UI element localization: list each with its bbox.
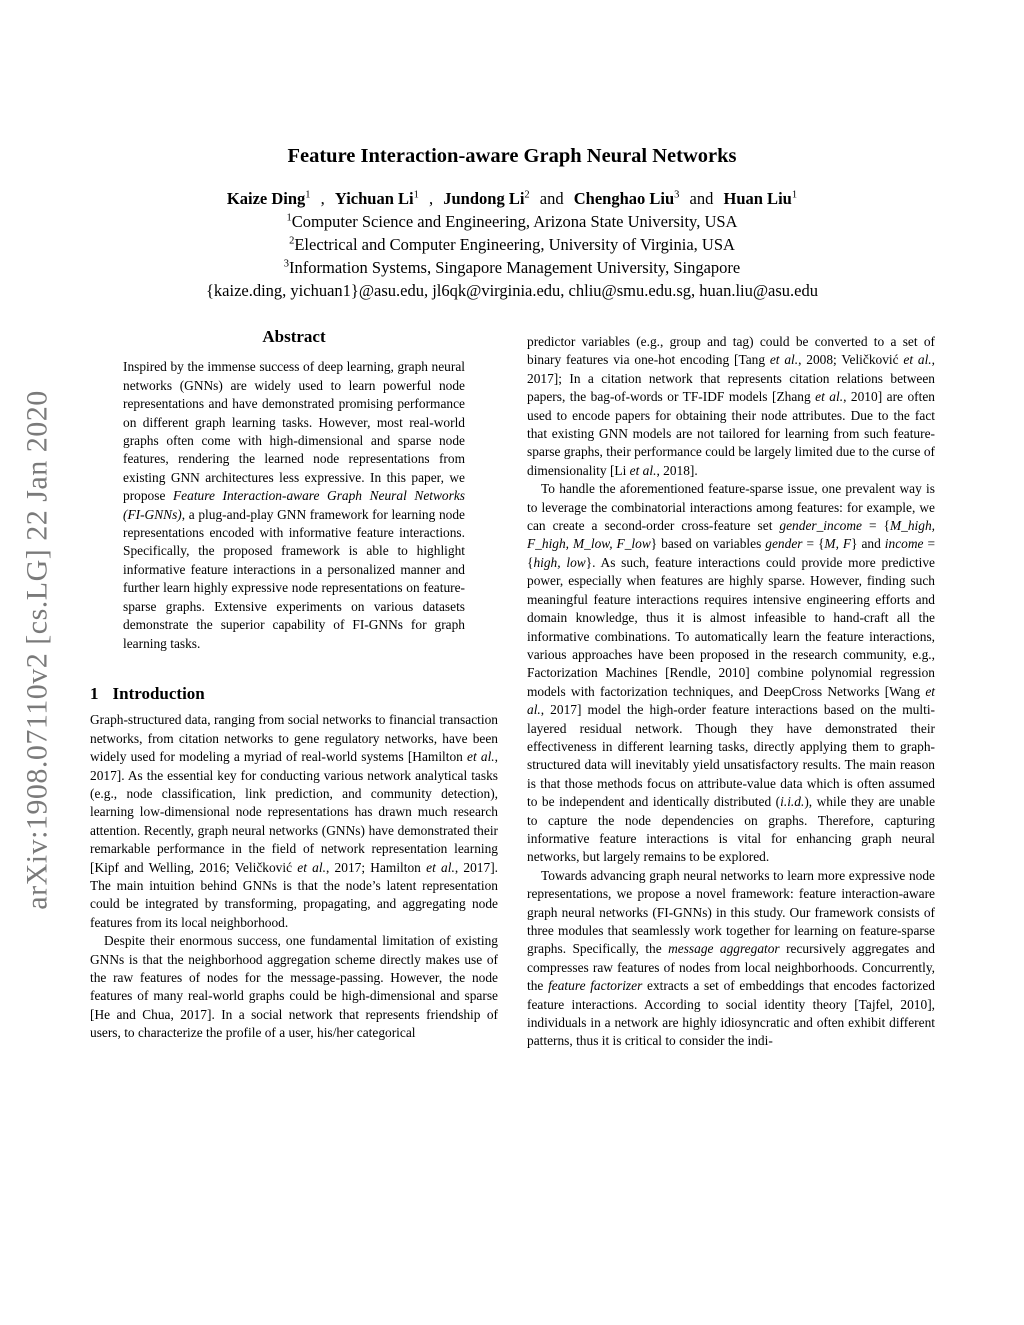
author-sup: 3 — [674, 189, 680, 201]
author-sup: 2 — [524, 189, 530, 201]
left-column — [90, 328, 498, 1043]
paper-title: Feature Interaction-aware Graph Neural Networks — [287, 145, 737, 167]
arxiv-identifier-text: arXiv:1908.07110v2 [cs.LG] 22 Jan 2020 — [21, 390, 55, 910]
body-paragraph: predictor variables (e.g., group and tag) could be converted to a set of binary features via one-hot encoding [Tang et al., 2008; Veličković et al., 2017]; In a citation network that represents citation relations between papers, the bag-of-words or TF-IDF models [Zhang et al., 2010] are often used to encode papers for obtaining their node attributes. Due to the fact that existing GNN models are not tailored for learning from such feature-sparse graphs, their performance could be largely limited due to the curse of dimensionality [Li et al., 2018]. — [527, 334, 936, 478]
body-paragraph: Towards advancing graph neural networks to learn more expressive node representations, we propose a novel framework: feature interaction-aware graph neural networks (FI-GNNs) in this study. Our framework consists of three modules that seamlessly work together for learning on feature-sparse graphs. Specifically, the message aggregator recursively aggregates and compresses raw features of nodes from local neighborhoods. Concurrently, the feature factorizer extracts a set of embeddings that encodes factorized feature interactions. According to social identity theory [Tajfel, 2010], individuals in a network are highly idiosyncratic and often exhibit different patterns, thus it is critical to consider the indi- — [527, 867, 935, 1049]
author-separator: , — [320, 188, 325, 208]
right-column — [527, 333, 935, 1051]
author-name: Huan Liu — [723, 188, 792, 208]
author-name: Yichuan Li — [334, 188, 414, 208]
author-emails: {kaize.ding, yichuan1}@asu.edu, jl6qk@virginia.edu, chliu@smu.edu.sg, huan.liu@asu.edu — [206, 280, 818, 300]
author-sup: 1 — [305, 189, 311, 201]
body-paragraph: Graph-structured data, ranging from social networks to financial transaction networks, from citation networks to gene regulatory networks, have been widely used for modeling a myriad of real-world systems [Hamilton et al., 2017]. As the essential key for conducting various network analytical tasks (e.g., node classification, link prediction, and community detection), learning low-dimensional node representations has drawn much research attention. Recently, graph neural networks (GNNs) have demonstrated their remarkable performance in the field of network representation learning [Kipf and Welling, 2016; Veličković et al., 2017; Hamilton et al., 2017]. The main intuition behind GNNs is that the node’s latent representation could be integrated by transforming, propagating, and aggregating node features from its local neighborhood. — [90, 712, 498, 930]
author-separator: and — [539, 188, 564, 208]
author-name: Chenghao Liu — [573, 188, 675, 208]
author-name: Jundong Li — [443, 188, 525, 208]
affiliation: $^3$Information Systems, Singapore Management University, Singapore — [283, 257, 741, 277]
author-sup: 1 — [791, 189, 798, 201]
body-paragraph: To handle the aforementioned feature-sparse issue, one prevalent way is to leverage the combinatorial interactions among features: for example, we can create a second-order cross-feature set gender_income = {M_high, F_high, M_low, F_low} based on variables gender = {M, F} and income = {high, low}. As such, feature interactions could provide more predictive power, especially when features are highly sparse. However, finding such meaningful feature interactions requires intensive engineering efforts and domain knowledge, thus it is almost infeasible to hand-craft all the informative combinations. To automatically learn the feature interactions, various approaches have been proposed in the research community, e.g., Factorization Machines [Rendle, 2010] combine polynomial regression models with factorization techniques, and DeepCross Networks [Wang et al., 2017] model the high-order feature interactions based on the multi-layered residual network. Though they have demonstrated their effectiveness in different learning tasks, directly applying them to graph-structured data will inevitably yield unsatisfactory results. The main reason is that those methods focus on attribute-value data which is often assumed to be independent and identically distributed (i.i.d.), while they are unable to capture the node dependencies on graphs. Therefore, capturing informative feature interactions is vital for enhancing graph neural networks, but largely remains to be explored. — [527, 481, 936, 865]
author-sup: 1 — [413, 189, 419, 201]
affiliation: $^2$Electrical and Computer Engineering, University of Virginia, USA — [289, 234, 735, 254]
affiliation: $^1$Computer Science and Engineering, Arizona State University, USA — [286, 211, 738, 231]
body-paragraph: Despite their enormous success, one fundamental limitation of existing GNNs is that the neighborhood aggregation scheme directly makes use of the raw features of nodes for the message-passing. However, the node features of many real-world graphs could be high-dimensional and sparse [He and Chua, 2017]. In a social network that represents friendship of users, to characterize the profile of a user, his/her categorical — [90, 933, 498, 1041]
paper-header — [0, 144, 1024, 302]
author-name: Kaize Ding — [226, 188, 306, 208]
author-separator: and — [689, 188, 714, 208]
section-heading-introduction: 1 Introduction — [90, 683, 205, 703]
author-separator: , — [429, 188, 434, 208]
abstract-body: Inspired by the immense success of deep learning, graph neural networks (GNNs) are widely used to learn powerful node representations and have demonstrated promising performance on different graph learning tasks. However, most real-world graphs often come with high-dimensional and sparse node features, rendering the learned node representations from existing GNN architectures less expressive. In this paper, we propose Feature Interaction-aware Graph Neural Networks (FI-GNNs), a plug-and-play GNN framework for learning node representations encoded with informative feature interactions. Specifically, the proposed framework is able to highlight informative feature interactions in a personalized manner and further learn highly expressive node representations on feature-sparse graphs. Extensive experiments on various datasets demonstrate the superior capability of FI-GNNs for graph learning tasks. — [123, 359, 465, 651]
arxiv-identifier — [8, 340, 68, 960]
author-list — [0, 187, 1024, 210]
abstract-heading: Abstract — [262, 327, 326, 346]
